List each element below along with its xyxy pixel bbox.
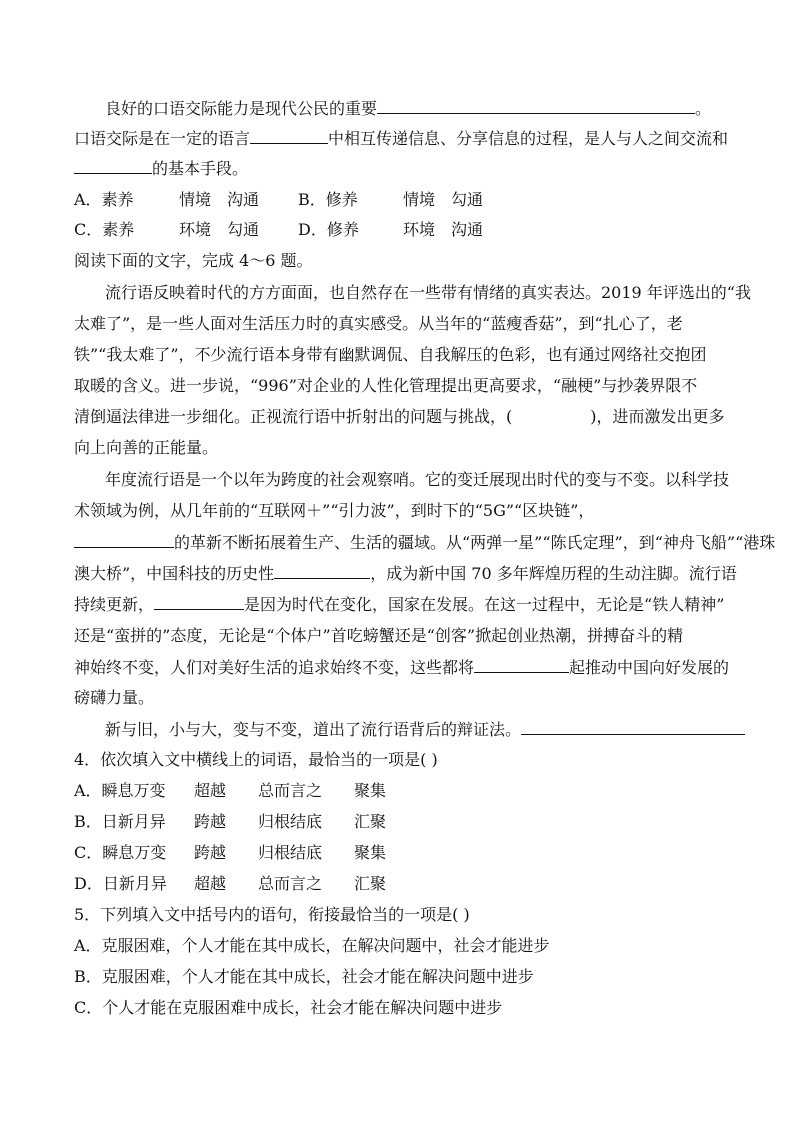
q4-stem: 4．依次填入文中横线上的词语，最恰当的一项是( ) — [74, 750, 438, 769]
text: 持续更新， — [74, 595, 155, 614]
text: 。 — [695, 99, 712, 118]
q4-c-w3: 归根结底 — [258, 843, 323, 862]
option-c-w2: 环境 — [179, 220, 212, 239]
blank-line — [74, 532, 174, 548]
blank-line — [377, 98, 695, 114]
q4-a-w4: 聚集 — [354, 781, 387, 800]
passage3-line3 — [74, 532, 776, 553]
q5-option-a: A．克服困难，个人才能在其中成长，在解决问题中，社会才能进步 — [74, 936, 550, 955]
q4-b-w2: 跨越 — [194, 812, 227, 831]
option-c-w3: 勾通 — [227, 220, 260, 239]
blank-line — [154, 594, 244, 610]
q4-a-w3: 总而言之 — [258, 781, 323, 800]
passage3-line7 — [74, 657, 730, 678]
passage1-line3 — [74, 158, 722, 179]
option-d: D．修养 — [298, 220, 359, 239]
q4-b-w1: B．日新月异 — [74, 812, 166, 831]
q4-option-b — [74, 812, 722, 832]
q4-a-w1: A．瞬息万变 — [74, 781, 166, 800]
text: 的革新不断拓展着生产、生活的疆域。从“两弹一星”“陈氏定理”，到“神舟飞船”“港珠 — [174, 533, 776, 552]
passage1-line2 — [74, 128, 729, 149]
text: 起推动中国向好发展的 — [569, 658, 730, 677]
q4-b-w4: 汇聚 — [354, 812, 387, 831]
q4-d-w3: 总而言之 — [258, 874, 323, 893]
passage3-line2: 术领域为例，从几年前的“互联网＋”“引力波”，到时下的“5G”“区块链”， — [74, 501, 595, 520]
text: 新与旧，小与大，变与不变，道出了流行语背后的辩证法。 — [105, 720, 522, 739]
option-a-w2: 情境 — [179, 190, 212, 209]
text: 神始终不变，人们对美好生活的追求始终不变，这些都将 — [74, 658, 475, 677]
option-c: C．素养 — [74, 220, 135, 239]
q4-b-w3: 归根结底 — [258, 812, 323, 831]
option-b-w2: 情境 — [403, 190, 436, 209]
passage2-line2: 太难了”，是一些人面对生活压力时的真实感受。从当年的“蓝瘦香菇”，到“扎心了，老 — [74, 314, 683, 333]
blank-line — [74, 158, 152, 174]
option-a: A．素养 — [74, 190, 134, 209]
q4-d-w4: 汇聚 — [354, 874, 387, 893]
text: 的基本手段。 — [152, 159, 249, 178]
q4-d-w2: 超越 — [194, 874, 227, 893]
text: 澳大桥”，中国科技的历史性 — [74, 564, 275, 583]
blank-line — [250, 128, 328, 144]
text: 中相互传递信息、分享信息的过程，是人与人之间交流和 — [328, 129, 729, 148]
option-b: B．修养 — [298, 190, 358, 209]
passage3-line4 — [74, 563, 737, 584]
reading-intro: 阅读下面的文字，完成 4～6 题。 — [74, 251, 313, 270]
text: ，成为新中国 70 多年辉煌历程的生动注脚。流行语 — [370, 564, 737, 583]
passage1-line1 — [105, 98, 722, 119]
q5-option-c: C．个人才能在克服困难中成长，社会才能在解决问题中进步 — [74, 998, 503, 1017]
blank-line — [521, 719, 745, 735]
passage3-line6: 还是“蛮拼的”态度，无论是“个体户”首吃螃蟹还是“创客”掀起创业热潮，拼搏奋斗的精 — [74, 626, 684, 645]
q4-option-d — [74, 874, 722, 894]
q4-a-w2: 超越 — [194, 781, 227, 800]
blank-line — [274, 563, 370, 579]
passage3-line8: 磅礴力量。 — [74, 688, 155, 707]
passage2-line3: 铁”“我太难了”，不少流行语本身带有幽默调侃、自我解压的色彩，也有通过网络社交抱团 — [74, 345, 707, 364]
q4-c-w1: C．瞬息万变 — [74, 843, 167, 862]
passage2-line4: 取暖的含义。进一步说，“996”对企业的人性化管理提出更高要求，“融梗”与抄袭界限不 — [74, 376, 698, 395]
passage3-line9 — [105, 719, 722, 740]
q3-options-row2 — [74, 220, 722, 240]
text: 口语交际是在一定的语言 — [74, 129, 251, 148]
text: 清倒逼法律进一步细化。正视流行语中折射出的问题与挑战，( — [74, 407, 513, 426]
option-b-w3: 勾通 — [451, 190, 484, 209]
q4-option-a — [74, 781, 722, 801]
passage2-line5 — [74, 407, 725, 427]
text: 是因为时代在变化，国家在发展。在这一过程中，无论是“铁人精神” — [244, 595, 725, 614]
blank-line — [474, 657, 569, 673]
q3-options-row1 — [74, 190, 722, 210]
text: 良好的口语交际能力是现代公民的重要 — [105, 99, 378, 118]
text: )，进而激发出更多 — [590, 407, 725, 426]
q5-stem: 5．下列填入文中括号内的语句，衔接最恰当的一项是( ) — [74, 905, 470, 924]
passage3-line5 — [74, 594, 725, 615]
passage3-line1: 年度流行语是一个以年为跨度的社会观察哨。它的变迁展现出时代的变与不变。以科学技 — [105, 470, 730, 489]
q4-c-w4: 聚集 — [354, 843, 387, 862]
passage2-line6: 向上向善的正能量。 — [74, 438, 219, 457]
q4-d-w1: D．日新月异 — [74, 874, 167, 893]
option-a-w3: 沟通 — [227, 190, 260, 209]
option-d-w3: 沟通 — [451, 220, 484, 239]
q4-c-w2: 跨越 — [194, 843, 227, 862]
passage2-line1: 流行语反映着时代的方方面面，也自然存在一些带有情绪的真实表达。2019 年评选出的“我 — [105, 283, 751, 302]
q5-option-b: B．克服困难，个人才能在其中成长，社会才能在解决问题中进步 — [74, 967, 534, 986]
option-d-w2: 环境 — [403, 220, 436, 239]
q4-option-c — [74, 843, 722, 863]
